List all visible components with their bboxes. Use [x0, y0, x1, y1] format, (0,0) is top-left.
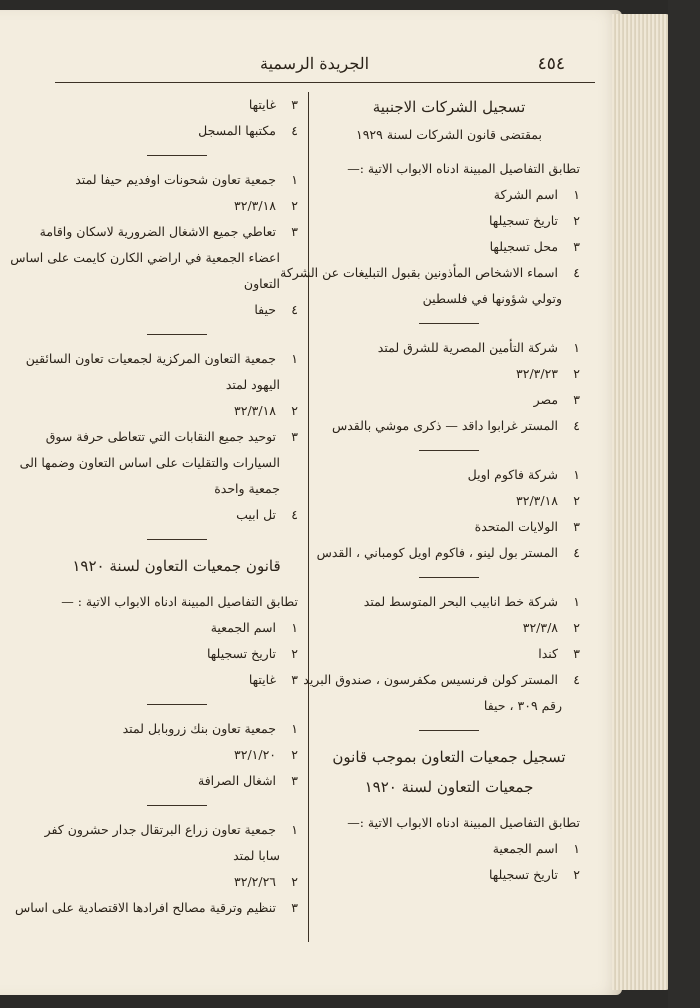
- numbered-item: [55, 641, 298, 667]
- numbered-item: [55, 869, 298, 895]
- item-text: حيفا: [254, 302, 277, 317]
- item-number: ٣: [291, 900, 298, 915]
- item-number: ٢: [573, 493, 580, 508]
- item-number: ١: [573, 467, 580, 482]
- numbered-item: [39, 219, 298, 245]
- item-continuation: سابا لمتد: [233, 848, 280, 863]
- item-text: شركة فاكوم اويل: [467, 467, 559, 482]
- intro-line: تطابق التفاصيل المبينة ادناه الابواب الاتية :—: [347, 815, 580, 830]
- item-text: المستر بول لينو ، فاكوم اويل كومباني ، القدس: [316, 545, 559, 560]
- item-number: ٣: [573, 392, 580, 407]
- item-text: اسم الجمعية: [492, 841, 559, 856]
- section-rule: [147, 334, 207, 335]
- section-rule: [419, 577, 479, 578]
- left-column: [10, 92, 298, 921]
- numbered-item: [55, 615, 298, 641]
- page-edges: [612, 14, 670, 990]
- numbered-item: [318, 540, 580, 566]
- numbered-item: [318, 641, 580, 667]
- spacer: [55, 581, 298, 589]
- numbered-item: [55, 92, 298, 118]
- item-text: تاريخ تسجيلها: [488, 213, 559, 228]
- item-number: ١: [291, 822, 298, 837]
- item-text: تاريخ تسجيلها: [206, 646, 277, 661]
- numbered-item: [318, 335, 580, 361]
- numbered-item: [318, 234, 580, 260]
- item-continuation: رقم ٣٠٩ ، حيفا: [483, 698, 562, 713]
- item-text: ٣٢/٣/٨: [522, 620, 559, 635]
- numbered-item: [55, 297, 298, 323]
- numbered-item: [14, 895, 298, 921]
- item-number: ٢: [291, 198, 298, 213]
- item-number: ٤: [573, 418, 580, 433]
- item-text: ٣٢/٢/٢٦: [234, 874, 277, 889]
- item-number: ١: [291, 620, 298, 635]
- numbered-item: [55, 667, 298, 693]
- numbered-item: [318, 589, 580, 615]
- item-number: ٣: [291, 429, 298, 444]
- page-header: [55, 52, 595, 83]
- item-number: ٢: [573, 620, 580, 635]
- numbered-item: [55, 768, 298, 794]
- item-number: ٤: [573, 545, 580, 560]
- item-text: تاريخ تسجيلها: [488, 867, 559, 882]
- intro-line: تطابق التفاصيل المبينة ادناه الابواب الاتية : —: [61, 594, 298, 609]
- item-number: ٤: [291, 302, 298, 317]
- numbered-item: [318, 862, 580, 888]
- numbered-item: [55, 502, 298, 528]
- section-subheading: بمقتضى قانون الشركات لسنة ١٩٢٩: [355, 127, 542, 142]
- item-text: المستر غرابوا داقد — ذكرى موشي بالقدس: [331, 418, 559, 433]
- column-divider: [308, 92, 309, 942]
- item-text: جمعية تعاون شحونات اوفديم حيفا لمتد: [75, 172, 277, 187]
- item-text: ٣٢/٣/١٨: [516, 493, 559, 508]
- item-number: ١: [291, 351, 298, 366]
- numbered-item: [318, 615, 580, 641]
- section-rule: [419, 323, 479, 324]
- item-text: ٣٢/١/٢٠: [234, 747, 277, 762]
- item-text: مكتبها المسجل: [198, 123, 277, 138]
- numbered-item: [303, 667, 580, 693]
- item-text: ٣٢/٣/١٨: [234, 198, 277, 213]
- item-text: ٣٢/٣/٢٣: [516, 366, 559, 381]
- item-number: ١: [573, 594, 580, 609]
- numbered-item: [318, 836, 580, 862]
- spacer: [318, 802, 580, 810]
- numbered-item: [55, 118, 298, 144]
- section-rule: [147, 704, 207, 705]
- item-text: ٣٢/٣/١٨: [234, 403, 277, 418]
- item-number: ٣: [573, 646, 580, 661]
- item-text: مصر: [533, 392, 559, 407]
- numbered-item: [318, 361, 580, 387]
- item-continuation: السيارات والتقليات على اساس التعاون وضمها الى: [19, 455, 280, 470]
- numbered-item: [25, 346, 298, 372]
- item-number: ٣: [291, 224, 298, 239]
- numbered-item: [55, 193, 298, 219]
- item-text: توحيد جميع النقابات التي تتعاطى حرفة سوق: [45, 429, 277, 444]
- item-number: ٣: [573, 239, 580, 254]
- section-rule: [147, 539, 207, 540]
- item-number: ٢: [291, 747, 298, 762]
- section-heading: تسجيل الشركات الاجنبية: [372, 98, 526, 116]
- item-number: ١: [291, 721, 298, 736]
- numbered-item: [318, 182, 580, 208]
- item-text: الولايات المتحدة: [474, 519, 559, 534]
- item-text: كندا: [538, 646, 559, 661]
- numbered-item: [318, 488, 580, 514]
- section-heading: جمعيات التعاون لسنة ١٩٢٠: [364, 778, 534, 796]
- item-continuation: جمعية واحدة: [214, 481, 280, 496]
- numbered-item: [55, 167, 298, 193]
- item-number: ٤: [291, 507, 298, 522]
- item-text: اسم الشركة: [493, 187, 559, 202]
- section-rule: [147, 805, 207, 806]
- numbered-item: [318, 387, 580, 413]
- book-cover: [668, 0, 700, 1008]
- item-number: ٣: [291, 672, 298, 687]
- section-rule: [147, 155, 207, 156]
- item-continuation: وتولي شؤونها في فلسطين: [422, 291, 562, 306]
- item-text: جمعية تعاون بنك زروبابل لمتد: [122, 721, 277, 736]
- item-text: تنظيم وترقية مصالح افرادها الاقتصادية على اساس: [14, 900, 277, 915]
- numbered-item: [45, 424, 298, 450]
- item-number: ٣: [291, 773, 298, 788]
- numbered-item: [55, 742, 298, 768]
- item-continuation: التعاون: [243, 276, 280, 291]
- item-number: ٤: [291, 123, 298, 138]
- item-text: المستر كولن فرنسيس مكفرسون ، صندوق البريد: [303, 672, 559, 687]
- numbered-item: [55, 398, 298, 424]
- item-number: ٤: [573, 672, 580, 687]
- item-number: ٤: [573, 265, 580, 280]
- numbered-item: [55, 716, 298, 742]
- item-number: ٢: [291, 874, 298, 889]
- item-text: شركة خط انابيب البحر المتوسط لمتد: [363, 594, 559, 609]
- item-text: اشغال الصرافة: [198, 773, 277, 788]
- item-number: ٢: [573, 867, 580, 882]
- item-text: اسم الجمعية: [210, 620, 277, 635]
- numbered-item: [318, 462, 580, 488]
- item-continuation: اعضاء الجمعية في اراضي الكارن كايمت على اساس: [10, 250, 280, 265]
- gazette-page: [0, 10, 622, 995]
- item-text: غايتها: [248, 97, 277, 112]
- item-text: محل تسجيلها: [489, 239, 559, 254]
- item-number: ٣: [291, 97, 298, 112]
- intro-line: تطابق التفاصيل المبينة ادناه الابواب الاتية :—: [347, 161, 580, 176]
- item-number: ١: [291, 172, 298, 187]
- gazette-title: الجريدة الرسمية: [260, 54, 370, 73]
- numbered-item: [318, 514, 580, 540]
- right-column: [280, 92, 580, 888]
- section-heading: قانون جمعيات التعاون لسنة ١٩٢٠: [72, 557, 281, 575]
- item-number: ٢: [573, 366, 580, 381]
- item-text: تل ابيب: [236, 507, 277, 522]
- item-text: جمعية تعاون زراع البرتقال جدار حشرون كفر: [44, 822, 277, 837]
- section-heading: تسجيل جمعيات التعاون بموجب قانون: [332, 748, 566, 766]
- item-number: ١: [573, 841, 580, 856]
- item-number: ١: [573, 340, 580, 355]
- item-number: ٣: [573, 519, 580, 534]
- item-text: جمعية التعاون المركزية لجمعيات تعاون السائقين: [25, 351, 277, 366]
- numbered-item: [318, 208, 580, 234]
- item-text: اسماء الاشخاص المأذونين بقبول التبليغات عن الشركة: [280, 265, 559, 280]
- section-rule: [419, 730, 479, 731]
- numbered-item: [318, 413, 580, 439]
- spacer: [318, 148, 580, 156]
- item-number: ٢: [291, 646, 298, 661]
- item-text: غايتها: [248, 672, 277, 687]
- numbered-item: [44, 817, 298, 843]
- page-number: ٤٥٤: [537, 54, 565, 74]
- item-text: تعاطي جميع الاشغال الضرورية لاسكان واقامة: [39, 224, 277, 239]
- numbered-item: [280, 260, 580, 286]
- item-number: ٢: [291, 403, 298, 418]
- item-text: شركة التأمين المصرية للشرق لمتد: [377, 340, 559, 355]
- item-continuation: اليهود لمتد: [225, 377, 280, 392]
- item-number: ٢: [573, 213, 580, 228]
- item-number: ١: [573, 187, 580, 202]
- section-rule: [419, 450, 479, 451]
